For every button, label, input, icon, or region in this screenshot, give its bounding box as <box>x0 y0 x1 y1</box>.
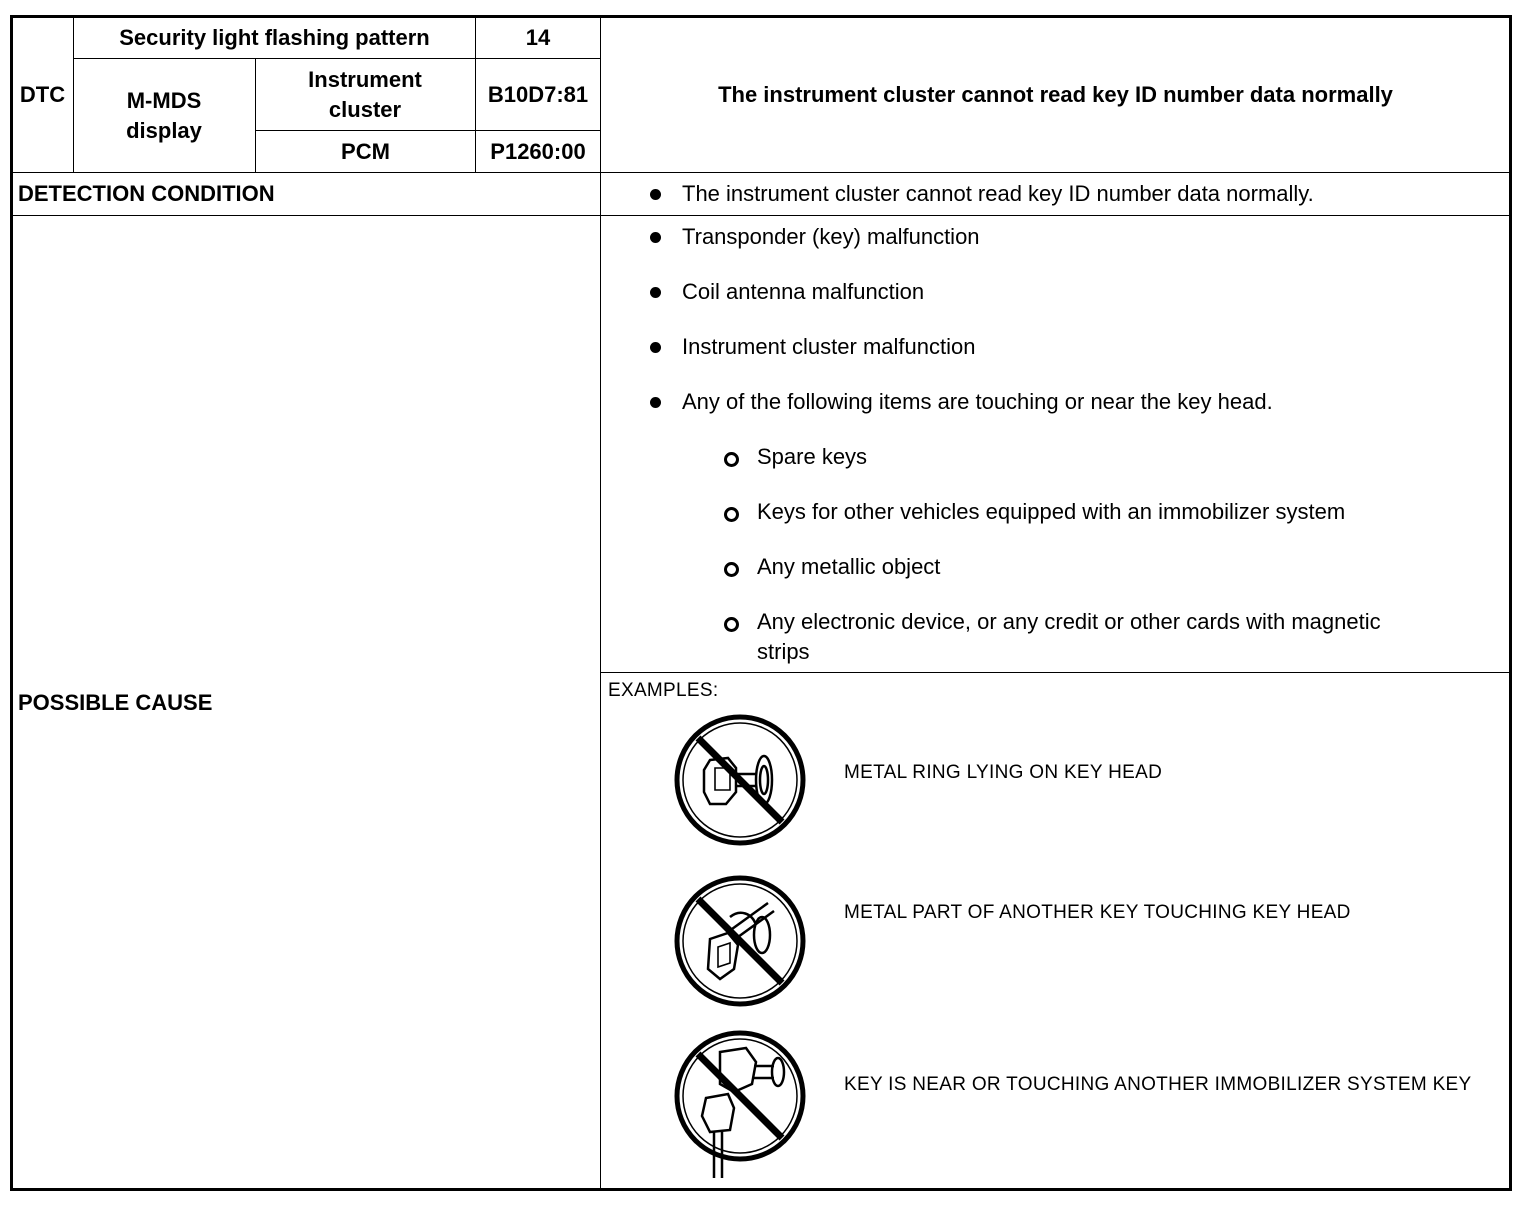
sub-bullet-icon <box>724 617 739 632</box>
sub-bullet-icon <box>724 562 739 577</box>
grid-line <box>12 215 1510 216</box>
instrument-cluster-code: B10D7:81 <box>487 81 589 107</box>
pcm-code: P1260:00 <box>490 138 586 164</box>
examples-title: EXAMPLES: <box>608 680 719 701</box>
bullet-icon <box>650 232 661 243</box>
dtc-label: DTC <box>19 81 66 107</box>
detection-item: The instrument cluster cannot read key ID number data normally. <box>682 181 1314 206</box>
cause-item: Instrument cluster malfunction <box>682 334 976 359</box>
cause-sub-item: Keys for other vehicles equipped with an immobilizer system <box>757 499 1346 524</box>
cause-sub-item: Any electronic device, or any credit or other cards with magnetic strips <box>757 609 1381 664</box>
cause-sub-item: Any metallic object <box>757 554 941 579</box>
cause-item: Any of the following items are touching or near the key head. <box>682 389 1273 414</box>
security-light-value: 14 <box>525 24 551 50</box>
grid-line <box>600 17 601 1189</box>
immobilizer-key-near-icon <box>670 1028 812 1188</box>
sub-bullet-icon <box>724 452 739 467</box>
pcm-label: PCM <box>341 138 390 164</box>
bullet-icon <box>650 342 661 353</box>
detection-condition-label: DETECTION CONDITION <box>18 181 275 206</box>
cause-item: Transponder (key) malfunction <box>682 224 980 249</box>
instrument-cluster-label: Instrument cluster <box>308 67 422 122</box>
bullet-icon <box>650 287 661 298</box>
example-caption: METAL RING LYING ON KEY HEAD <box>844 762 1163 783</box>
security-light-label: Security light flashing pattern <box>119 24 430 50</box>
bullet-icon <box>650 397 661 408</box>
mmds-display-label: M-MDS display <box>126 88 202 143</box>
grid-line <box>12 172 1510 173</box>
bullet-icon <box>650 189 661 200</box>
example-caption: KEY IS NEAR OR TOUCHING ANOTHER IMMOBILIZER SYSTEM KEY <box>844 1074 1472 1095</box>
metal-ring-on-key-icon <box>670 712 812 872</box>
another-key-metal-part-icon <box>670 873 812 1033</box>
cause-item: Coil antenna malfunction <box>682 279 925 304</box>
grid-line <box>600 672 1510 673</box>
page-title: The instrument cluster cannot read key ID number data normally <box>718 81 1393 107</box>
possible-cause-label: POSSIBLE CAUSE <box>18 690 213 715</box>
example-caption: METAL PART OF ANOTHER KEY TOUCHING KEY HEAD <box>844 902 1351 923</box>
cause-sub-item: Spare keys <box>757 444 868 469</box>
sub-bullet-icon <box>724 507 739 522</box>
